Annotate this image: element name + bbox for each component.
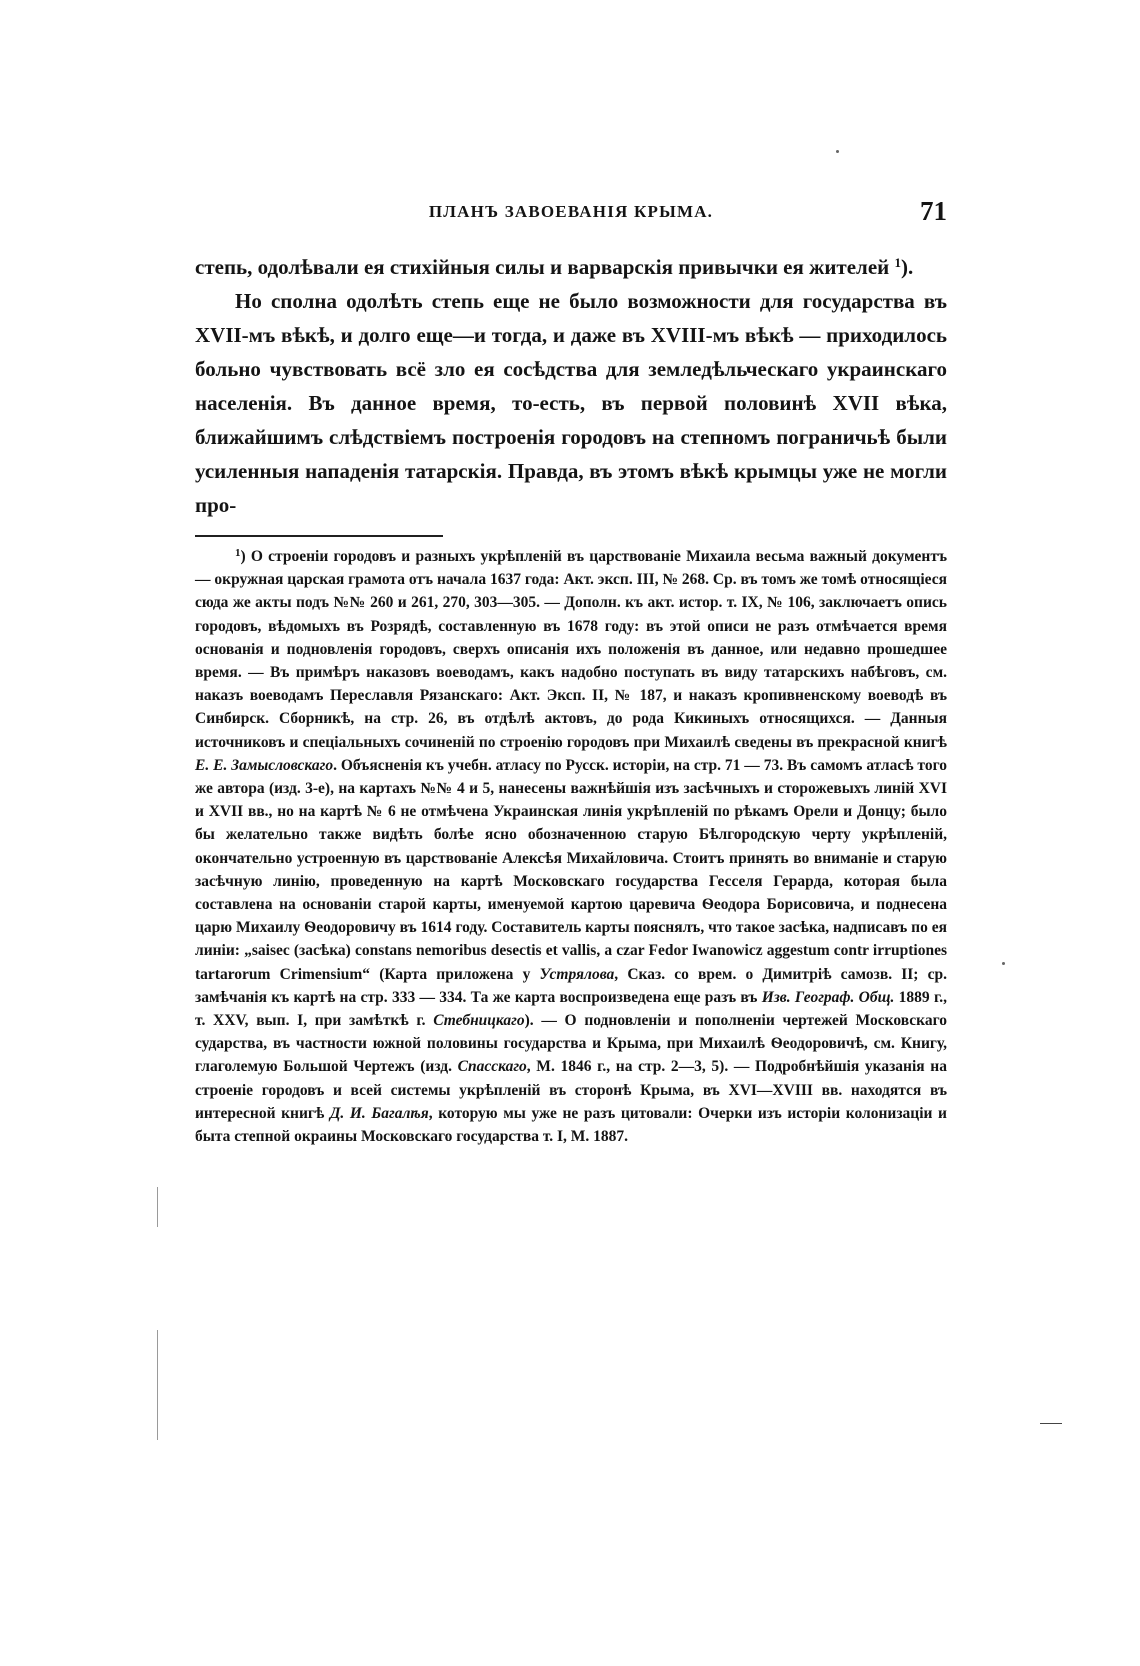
scan-margin-mark: [1040, 1423, 1062, 1424]
footnote-author-name: Д. И. Багалѣя: [329, 1104, 429, 1122]
footnote-rule: [195, 535, 443, 537]
paragraph-1-tail: ).: [901, 255, 914, 279]
footnote-text-segment: , М. 1846 г., на стр. 2—3, 5). — Подробнѣйшія указанія на строеніе городовъ и всей системы укрѣпленій въ сторонѣ Крыма, въ XVI—XVIII вв. находятся въ интересной книгѣ: [195, 1058, 947, 1122]
footnote-number: 1: [235, 547, 241, 559]
paragraph-1-text: степь, одолѣвали ея стихійныя силы и варварскія привычки ея жителей: [195, 255, 895, 279]
page-number: 71: [920, 196, 947, 226]
paragraph-2: Но сполна одолѣть степь еще не было возможности для государства въ XVII-мъ вѣкѣ, и долго еще—и тогда, и даже въ XVIII-мъ вѣкѣ — приходилось больно чувствовать всё зло ея сосѣдства для земледѣльческаго украинскаго населенія. Въ данное время, то-есть, въ первой половинѣ XVII вѣка, ближайшимъ слѣдствіемъ построенія городовъ на степномъ пограничьѣ были усиленныя нападенія татарскія. Правда, въ этомъ вѣкѣ крымцы уже не могли про-: [195, 289, 947, 517]
paragraph-continuation: [195, 250, 947, 284]
footnote-author-name: Устрялова: [539, 965, 615, 983]
scan-margin-line: [157, 1187, 158, 1227]
running-head: [195, 196, 947, 236]
footnote-author-name: Е. Е. Замысловскаго: [195, 756, 334, 774]
footnote-text-segment: , Сказ. со врем. о Димитріѣ самозв. II; ср. замѣчанія къ картѣ на стр. 333 — 334. Та же карта воспроизведена еще разъ въ: [195, 965, 947, 1006]
running-title: ПЛАНЪ ЗАВОЕВАНІЯ КРЫМА.: [428, 202, 714, 221]
scan-speck: [836, 150, 839, 153]
footnote-author-name: Спасскаго: [457, 1058, 527, 1076]
footnote-text-segment: . Объясненія къ учебн. атласу по Русск. исторіи, на стр. 71 — 73. Въ самомъ атласѣ того же автора (изд. 3-е), на картахъ №№ 4 и 5, нанесены важнѣйшія изъ засѣчныхъ и сторожевыхъ линій XVI и XVII вв., но на картѣ № 6 не отмѣчена Украинская линія укрѣпленій по рѣкамъ Орели и Донцу; было бы желательно также видѣть болѣе ясно обозначенною старую Бѣлгородскую черту укрѣпленій, окончательно устроенную въ царствованіе Алексѣя Михайловича. Стоитъ принять во вниманіе и старую засѣчную линію, проведенную на картѣ Московскаго государства Гесселя Герарда, которая была составлена на основаніи старой карты, именуемой картою царевича Ѳеодора Борисовича, и поднесена царю Михаилу Ѳеодоровичу въ 1614 году. Составитель карты пояснялъ, что такое засѣка, надписавъ по ея линіи: „saisec (засѣка) constans nemoribus desectis et vallis, a czar Fedor Iwanowicz aggestum contr irruptiones tartarorum Crimensium“ (Карта приложена у: [195, 756, 947, 983]
footnote-1: [195, 545, 947, 1148]
footnote-reference-marker: 1: [894, 255, 902, 270]
footnote-author-name: Стебницкаго: [433, 1012, 525, 1030]
scan-margin-line: [157, 1330, 158, 1440]
footnote-text-segment: , которую мы уже не разъ цитовали: Очерки изъ исторіи колонизаціи и быта степной окраины Московскаго государства т. I, М. 1887.: [195, 1104, 947, 1146]
footnote-text-segment: ). — О подновленіи и пополненіи чертежей Московскаго судaрства, въ частности южной половины государства и Крыма, при Михаилѣ Ѳеодоровичѣ, см. Книгу, глаголемую Большой Чертежъ (изд.: [195, 1012, 947, 1076]
footnote-text-segment: ) О строеніи городовъ и разныхъ укрѣпленій въ царствованіе Михаила весьма важный документъ — окружная царская грамота отъ начала 1637 года: Акт. эксп. III, № 268. Ср. въ томъ же томѣ относящіеся сюда же акты подъ №№ 260 и 261, 270, 303—305. — Дополн. къ акт. истор. т. IX, № 106, заключаетъ опись городовъ, вѣдомыхъ въ Розрядѣ, составленную въ 1678 году: въ этой описи не разъ отмѣчается время основанія и подновленія городовъ, сверхъ описанія ихъ положенія въ данное, или недавно прошедшее время. — Въ примѣръ наказовъ воеводамъ, какъ надобно поступать въ виду татарскихъ набѣговъ, см. наказъ воеводамъ Переславля Рязанскаго: Акт. Эксп. II, № 187, и наказъ кропивненскому воеводѣ въ Синбирск. Сборникѣ, на стр. 26, въ отдѣлѣ актовъ, до рода Кикиныхъ относящихся. — Данныя источниковъ и спеціальныхъ сочиненій по строенію городовъ при Михаилѣ сведены въ прекрасной книгѣ: [195, 548, 947, 751]
footnote-section: [195, 545, 947, 1148]
scan-speck: [1002, 962, 1005, 965]
main-text: [195, 250, 947, 522]
footnote-text-segment: 1889 г., т. XXV, вып. I, при замѣткѣ г.: [195, 988, 947, 1030]
footnote-journal-title: Изв. Географ. Общ.: [761, 988, 895, 1006]
